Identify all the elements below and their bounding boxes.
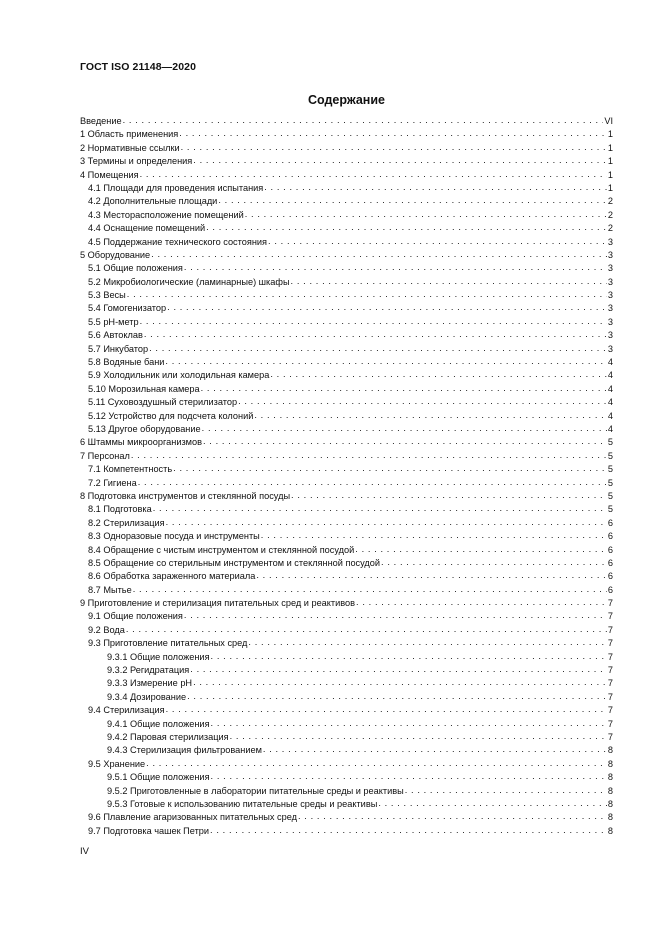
toc-entry-page: 8 (607, 825, 613, 836)
toc-dot-leader (203, 435, 607, 448)
toc-dot-leader (126, 623, 607, 636)
toc-entry-page: 5 (607, 477, 613, 488)
toc-entry-page: 2 (607, 209, 613, 220)
toc-entry-label: 9.4 Стерилизация (88, 705, 165, 716)
toc-entry[interactable] (80, 209, 613, 222)
toc-entry[interactable] (80, 436, 613, 449)
toc-entry-page: 6 (607, 571, 613, 582)
toc-entry-page: 5 (607, 437, 613, 448)
toc-entry-label: Введение (80, 116, 122, 126)
toc-entry-label: 5.5 pH-метр (88, 316, 139, 327)
toc-entry-label: 5.11 Суховоздушный стерилизатор (88, 397, 238, 408)
toc-entry[interactable] (80, 597, 613, 610)
toc-entry-page: 4 (607, 397, 613, 408)
toc-entry-label: 5.6 Автоклав (88, 330, 143, 341)
toc-entry-label: 5.3 Весы (88, 290, 126, 301)
toc-dot-leader (165, 355, 606, 368)
toc-entry[interactable] (80, 517, 613, 530)
toc-entry-label: 5.4 Гомогенизатор (88, 303, 167, 314)
toc-dot-leader (166, 703, 607, 716)
toc-dot-leader (138, 476, 607, 489)
toc-entry-page: 6 (607, 584, 613, 595)
toc-entry-page: 3 (607, 303, 613, 314)
toc-dot-leader (211, 770, 607, 783)
toc-entry-page: 5 (607, 450, 613, 461)
toc-entry-label: 5.13 Другое оборудование (88, 423, 201, 434)
toc-entry[interactable] (80, 329, 613, 342)
toc-entry[interactable] (80, 651, 613, 664)
toc-entry-page: 4 (607, 423, 613, 434)
toc-entry[interactable] (80, 169, 613, 182)
toc-dot-leader (131, 449, 607, 462)
toc-entry-page: 3 (607, 330, 613, 341)
toc-dot-leader (173, 462, 607, 475)
toc-entry-label: 4.1 Площади для проведения испытания (88, 182, 264, 193)
toc-entry-page: 7 (607, 665, 613, 676)
toc-entry-label: 8.1 Подготовка (88, 504, 152, 515)
toc-entry-label: 9.5.2 Приготовленные в лаборатории питательные среды и реактивы (107, 785, 404, 796)
toc-dot-leader (405, 784, 607, 797)
toc-dot-leader (149, 342, 607, 355)
toc-entry-label: 9.7 Подготовка чашек Петри (88, 825, 210, 836)
toc-entry[interactable] (80, 825, 613, 838)
toc-entry-label: 9.3.2 Регидратация (107, 665, 190, 676)
document-id-header: ГОСТ ISO 21148—2020 (80, 61, 197, 73)
toc-entry-label: 8 Подготовка инструментов и стеклянной посуды (80, 490, 291, 501)
toc-entry-label: 8.2 Стерилизация (88, 517, 165, 528)
toc-dot-leader (144, 328, 607, 341)
toc-dot-leader (245, 208, 607, 221)
toc-dot-leader (123, 114, 604, 127)
toc-entry[interactable] (80, 410, 613, 423)
toc-entry-page: 7 (607, 718, 613, 729)
toc-entry-label: 5.10 Морозильная камера (88, 383, 200, 394)
toc-entry-label: 9.5.3 Готовые к использованию питательные среды и реактивы (107, 798, 378, 809)
toc-dot-leader (127, 288, 607, 301)
toc-entry-page: 7 (607, 598, 613, 609)
toc-entry-page: 3 (607, 276, 613, 287)
toc-entry[interactable] (80, 677, 613, 690)
toc-entry[interactable] (80, 557, 613, 570)
toc-entry[interactable] (80, 758, 613, 771)
toc-entry[interactable] (80, 718, 613, 731)
toc-dot-leader (291, 489, 607, 502)
toc-entry-label: 5.8 Водяные бани (88, 357, 165, 368)
toc-dot-leader (146, 757, 607, 770)
toc-entry[interactable] (80, 463, 613, 476)
toc-entry[interactable] (80, 610, 613, 623)
toc-entry-label: 9.1 Общие положения (88, 611, 183, 622)
toc-entry-page: 1 (607, 142, 613, 153)
toc-entry[interactable] (80, 128, 613, 141)
toc-entry-page: 6 (607, 557, 613, 568)
toc-entry-label: 4.3 Месторасположение помещений (88, 209, 244, 220)
toc-entry-label: 7.1 Компетентность (88, 464, 173, 475)
toc-dot-leader (193, 154, 607, 167)
toc-dot-leader (151, 248, 607, 261)
toc-dot-leader (378, 797, 607, 810)
toc-entry-page: VI (604, 116, 613, 126)
toc-entry-page: 7 (607, 731, 613, 742)
toc-entry-label: 6 Штаммы микроорганизмов (80, 437, 202, 448)
toc-entry[interactable] (80, 785, 613, 798)
toc-entry[interactable] (80, 637, 613, 650)
toc-entry-page: 1 (607, 156, 613, 167)
toc-dot-leader (268, 235, 607, 248)
toc-dot-leader (256, 569, 607, 582)
toc-entry[interactable] (80, 744, 613, 757)
toc-entry-page: 3 (607, 290, 613, 301)
toc-entry-label: 5.1 Общие положения (88, 263, 183, 274)
toc-dot-leader (263, 743, 607, 756)
toc-entry-label: 4.4 Оснащение помещений (88, 223, 206, 234)
toc-entry-label: 7.2 Гигиена (88, 477, 137, 488)
toc-entry[interactable] (80, 530, 613, 543)
toc-entry[interactable] (80, 691, 613, 704)
toc-entry[interactable] (80, 490, 613, 503)
toc-entry-page: 8 (607, 758, 613, 769)
toc-entry[interactable] (80, 249, 613, 262)
toc-entry[interactable] (80, 343, 613, 356)
toc-entry-page: 7 (607, 705, 613, 716)
toc-dot-leader (166, 516, 607, 529)
toc-entry-label: 4.5 Поддержание технического состояния (88, 236, 268, 247)
toc-entry-page: 4 (607, 410, 613, 421)
toc-entry-page: 6 (607, 517, 613, 528)
toc-entry[interactable] (80, 624, 613, 637)
toc-dot-leader (201, 382, 607, 395)
toc-entry[interactable] (80, 182, 613, 195)
toc-dot-leader (181, 141, 607, 154)
toc-entry[interactable] (80, 544, 613, 557)
toc-entry[interactable] (80, 704, 613, 717)
toc-entry-page: 6 (607, 531, 613, 542)
toc-entry-page: 8 (607, 785, 613, 796)
toc-entry-page: 1 (607, 182, 613, 193)
toc-dot-leader (211, 717, 607, 730)
toc-dot-leader (140, 168, 607, 181)
toc-entry-page: 1 (607, 169, 613, 180)
toc-dot-leader (190, 663, 607, 676)
toc-entry[interactable] (80, 383, 613, 396)
toc-entry-page: 3 (607, 249, 613, 260)
toc-dot-leader (179, 127, 607, 140)
toc-entry[interactable] (80, 316, 613, 329)
toc-dot-leader (218, 194, 607, 207)
page-number: IV (80, 846, 89, 857)
toc-dot-leader (206, 221, 607, 234)
toc-entry-label: 8.5 Обращение со стерильным инструментом и стеклянной посудой (88, 557, 381, 568)
toc-entry-label: 9.4.2 Паровая стерилизация (107, 731, 229, 742)
toc-entry[interactable] (80, 423, 613, 436)
toc-entry[interactable] (80, 664, 613, 677)
toc-entry-label: 5.12 Устройство для подсчета колоний (88, 410, 254, 421)
toc-entry[interactable] (80, 584, 613, 597)
toc-entry[interactable] (80, 396, 613, 409)
toc-entry-page: 2 (607, 223, 613, 234)
toc-entry[interactable] (80, 115, 613, 128)
toc-entry-page: 6 (607, 544, 613, 555)
toc-entry-page: 7 (607, 638, 613, 649)
toc-entry-label: 8.7 Мытье (88, 584, 132, 595)
toc-dot-leader (167, 301, 607, 314)
toc-dot-leader (298, 810, 607, 823)
toc-entry-label: 9.3.3 Измерение pH (107, 678, 193, 689)
toc-entry-label: 3 Термины и определения (80, 156, 193, 167)
toc-entry-label: 5.9 Холодильник или холодильная камера (88, 370, 270, 381)
toc-entry[interactable] (80, 289, 613, 302)
toc-dot-leader (270, 368, 607, 381)
toc-entry-label: 9.4.3 Стерилизация фильтрованием (107, 745, 262, 756)
toc-entry[interactable] (80, 450, 613, 463)
toc-entry-page: 8 (607, 745, 613, 756)
toc-entry[interactable] (80, 155, 613, 168)
toc-entry-label: 4.2 Дополнительные площади (88, 196, 218, 207)
toc-dot-leader (211, 650, 607, 663)
toc-dot-leader (184, 609, 607, 622)
toc-entry-page: 8 (607, 772, 613, 783)
toc-entry-label: 9.3.4 Дозирование (107, 691, 187, 702)
toc-dot-leader (210, 824, 607, 837)
toc-entry-page: 3 (607, 236, 613, 247)
toc-entry-label: 5 Оборудование (80, 249, 151, 260)
toc-dot-leader (202, 422, 607, 435)
toc-entry-page: 4 (607, 370, 613, 381)
toc-entry-page: 5 (607, 464, 613, 475)
toc-entry[interactable] (80, 302, 613, 315)
toc-dot-leader (153, 502, 607, 515)
toc-entry-page: 5 (607, 490, 613, 501)
toc-entry[interactable] (80, 356, 613, 369)
toc-dot-leader (187, 690, 607, 703)
toc-dot-leader (356, 596, 607, 609)
toc-entry-page: 8 (607, 798, 613, 809)
toc-dot-leader (381, 556, 607, 569)
toc-entry[interactable] (80, 195, 613, 208)
toc-entry[interactable] (80, 262, 613, 275)
toc-title: Содержание (307, 93, 385, 107)
toc-entry-label: 8.6 Обработка зараженного материала (88, 571, 256, 582)
toc-entry-label: 7 Персонал (80, 450, 130, 461)
toc-entry-label: 8.4 Обращение с чистым инструментом и стеклянной посудой (88, 544, 355, 555)
toc-dot-leader (133, 583, 607, 596)
toc-entry[interactable] (80, 771, 613, 784)
toc-entry-page: 7 (607, 678, 613, 689)
toc-dot-leader (248, 636, 606, 649)
toc-dot-leader (193, 676, 607, 689)
toc-entry-label: 8.3 Одноразовые посуда и инструменты (88, 531, 260, 542)
toc-entry-label: 1 Область применения (80, 129, 179, 140)
toc-entry-label: 9.3.1 Общие положения (107, 651, 210, 662)
toc-entry-page: 3 (607, 263, 613, 274)
toc-dot-leader (238, 395, 607, 408)
toc-entry-page: 7 (607, 691, 613, 702)
table-of-contents (80, 115, 613, 838)
toc-entry-label: 9.5.1 Общие положения (107, 772, 210, 783)
toc-entry-page: 4 (607, 383, 613, 394)
toc-entry-label: 9.5 Хранение (88, 758, 146, 769)
toc-entry-page: 8 (607, 812, 613, 823)
toc-entry-label: 9 Приготовление и стерилизация питательных сред и реактивов (80, 598, 356, 609)
toc-entry-label: 9.3 Приготовление питательных сред (88, 638, 248, 649)
toc-dot-leader (264, 181, 607, 194)
toc-dot-leader (261, 529, 607, 542)
toc-entry[interactable] (80, 369, 613, 382)
toc-dot-leader (254, 409, 607, 422)
toc-dot-leader (291, 275, 607, 288)
toc-entry[interactable] (80, 222, 613, 235)
toc-dot-leader (140, 315, 607, 328)
toc-entry-page: 7 (607, 611, 613, 622)
toc-entry-label: 9.4.1 Общие положения (107, 718, 210, 729)
toc-entry[interactable] (80, 236, 613, 249)
toc-entry-label: 5.2 Микробиологические (ламинарные) шкафы (88, 276, 290, 287)
toc-entry-label: 5.7 Инкубатор (88, 343, 149, 354)
toc-entry-page: 7 (607, 651, 613, 662)
toc-entry-page: 7 (607, 624, 613, 635)
toc-dot-leader (230, 730, 607, 743)
toc-entry[interactable] (80, 477, 613, 490)
toc-entry-label: 2 Нормативные ссылки (80, 142, 180, 153)
toc-entry-label: 9.6 Плавление агаризованных питательных сред (88, 812, 297, 823)
toc-entry-page: 2 (607, 196, 613, 207)
toc-entry-label: 9.2 Вода (88, 624, 125, 635)
toc-dot-leader (355, 543, 607, 556)
toc-entry[interactable] (80, 142, 613, 155)
toc-entry-page: 5 (607, 504, 613, 515)
toc-entry-page: 3 (607, 316, 613, 327)
toc-entry-label: 4 Помещения (80, 169, 139, 180)
toc-entry[interactable] (80, 731, 613, 744)
toc-entry[interactable] (80, 570, 613, 583)
toc-entry-page: 3 (607, 343, 613, 354)
toc-entry-page: 1 (607, 129, 613, 140)
toc-entry-page: 4 (607, 357, 613, 368)
toc-entry[interactable] (80, 798, 613, 811)
toc-entry[interactable] (80, 276, 613, 289)
toc-entry[interactable] (80, 503, 613, 516)
toc-dot-leader (184, 261, 607, 274)
toc-entry[interactable] (80, 811, 613, 824)
